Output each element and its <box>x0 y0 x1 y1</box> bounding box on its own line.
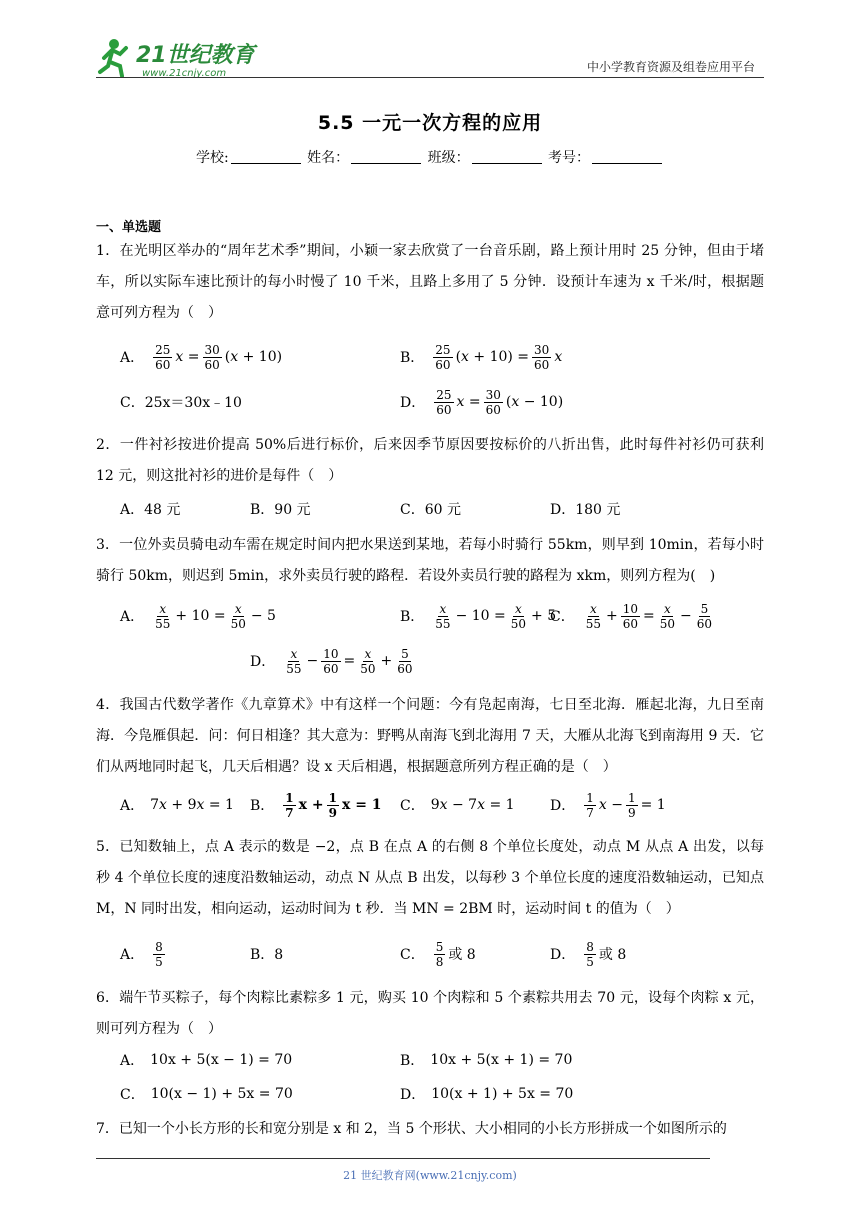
q1-option-d[interactable]: D． 25 60 x = 30 60 ( x − 10) <box>400 387 564 417</box>
class-blank[interactable] <box>472 151 542 164</box>
footer-rule <box>96 1158 710 1159</box>
question-5-text: 5．已知数轴上，点 A 表示的数是 −2，点 B 在点 A 的右侧 8 个单位长度处，动点 M 从点 A 出发，以每秒 4 个单位长度的速度沿数轴运动，动点 N 从点 B 出发，以每秒 3 个单位长度的速度沿数轴运动，已知点 M，N 同时出发，相向运动，运动时间为 t 秒．当 MN = 2BM 时，运动时间 t 的值为（ ） <box>96 839 764 917</box>
q3-option-c[interactable]: C． x 55 + 10 60 = x 50 − 5 60 <box>550 601 713 631</box>
question-3-text: 3．一位外卖员骑电动车需在规定时间内把水果送到某地，若每小时骑行 55km，则早到 10min，若每小时骑行 50km，则迟到 5min，求外卖员行驶的路程．若设外卖员行驶的路程为 xkm，则列方程为( ) <box>96 537 764 584</box>
q2-option-c[interactable]: C．60 元 <box>400 502 461 518</box>
q4-option-d[interactable]: D． 1 7 x − 1 9 = 1 <box>550 790 666 820</box>
class-label: 班级： <box>427 150 470 166</box>
q1-option-b[interactable]: B． 25 60 ( x + 10) = 30 60 x <box>400 342 563 372</box>
page-title: 5.5 一元一次方程的应用 <box>317 112 543 134</box>
q4-option-c[interactable]: C． 9 x − 7 x = 1 <box>400 797 515 814</box>
q5-option-c[interactable]: C． 5 8 或 8 <box>400 939 476 969</box>
q2-option-d[interactable]: D．180 元 <box>550 502 621 518</box>
student-info <box>0 147 860 167</box>
q6-option-a[interactable]: A． 10x + 5(x − 1) = 70 <box>120 1052 293 1069</box>
q5-option-b[interactable]: B．8 <box>250 947 284 963</box>
q2-option-a[interactable]: A．48 元 <box>120 502 181 518</box>
question-7-text: 7．已知一个小长方形的长和宽分别是 x 和 2，当 5 个形状、大小相同的小长方形拼成一个如图所示的 <box>96 1121 727 1137</box>
svg-text:www.21cnjy.com: www.21cnjy.com <box>142 68 227 79</box>
name-blank[interactable] <box>351 151 421 164</box>
school-label: 学校: <box>195 150 229 166</box>
q6-option-d[interactable]: D． 10(x + 1) + 5x = 70 <box>400 1086 574 1103</box>
q3-option-a[interactable]: A． x 55 + 10 = x 50 − 5 <box>120 601 276 631</box>
question-4-text: 4．我国古代数学著作《九章算术》中有这样一个问题：今有凫起南海，七日至北海．雁起北海，九日至南海．今凫雁俱起．问：何日相逢？其大意为：野鸭从南海飞到北海用 7 天，大雁从北海飞到南海用 9 天．它们从两地同时起飞，几天后相遇？设 x 天后相遇，根据题意所列方程正确的是（ ） <box>96 697 764 775</box>
q5-option-d[interactable]: D． 8 5 或 8 <box>550 939 627 969</box>
q1-option-a[interactable]: A． 25 60 x = 30 60 ( x + 10) <box>120 342 283 372</box>
header-rule <box>96 77 764 78</box>
q1-option-c[interactable]: C．25x＝30x﹣10 <box>120 395 242 411</box>
runner-icon <box>100 39 126 76</box>
logo <box>96 36 266 80</box>
section-heading: 一、单选题 <box>96 220 162 235</box>
footer-link[interactable]: 21 世纪教育网(www.21cnjy.com) <box>343 1169 517 1182</box>
q5-option-a[interactable]: A． 8 5 <box>120 939 163 969</box>
q6-option-c[interactable]: C． 10(x − 1) + 5x = 70 <box>120 1086 293 1103</box>
school-blank[interactable] <box>231 151 301 164</box>
exam-no-blank[interactable] <box>592 151 662 164</box>
question-6-text: 6．端午节买粽子，每个肉粽比素粽多 1 元，购买 10 个肉粽和 5 个素粽共用去 70 元，设每个肉粽 x 元，则可列方程为（ ） <box>96 990 764 1037</box>
q3-option-b[interactable]: B． x 55 − 10 = x 50 + 5 <box>400 601 557 631</box>
question-1-text: 1．在光明区举办的“周年艺术季”期间，小颖一家去欣赏了一台音乐剧，路上预计用时 25 分钟，但由于堵车，所以实际车速比预计的每小时慢了 10 千米，且路上多用了 5 分钟．设预计车速为 x 千米/时，根据题意可列方程为（ ） <box>96 243 764 321</box>
name-label: 姓名： <box>307 150 350 166</box>
question-2-text: 2．一件衬衫按进价提高 50%后进行标价，后来因季节原因要按标价的八折出售，此时每件衬衫仍可获利 12 元，则这批衬衫的进价是每件（ ） <box>96 437 764 484</box>
q4-option-a[interactable]: A． 7 x + 9 x = 1 <box>120 797 234 814</box>
q6-option-b[interactable]: B． 10x + 5(x + 1) = 70 <box>400 1052 573 1069</box>
q3-option-d[interactable]: D． x 55 − 10 60 = x 50 + 5 60 <box>250 646 413 676</box>
exam-no-label: 考号： <box>548 150 591 166</box>
svg-text:21世纪教育: 21世纪教育 <box>136 43 255 68</box>
q4-option-b[interactable]: B． 1 7 x + 1 9 x = 1 <box>250 790 382 820</box>
q2-option-b[interactable]: B．90 元 <box>250 502 311 518</box>
platform-name: 中小学教育资源及组卷应用平台 <box>586 60 755 74</box>
